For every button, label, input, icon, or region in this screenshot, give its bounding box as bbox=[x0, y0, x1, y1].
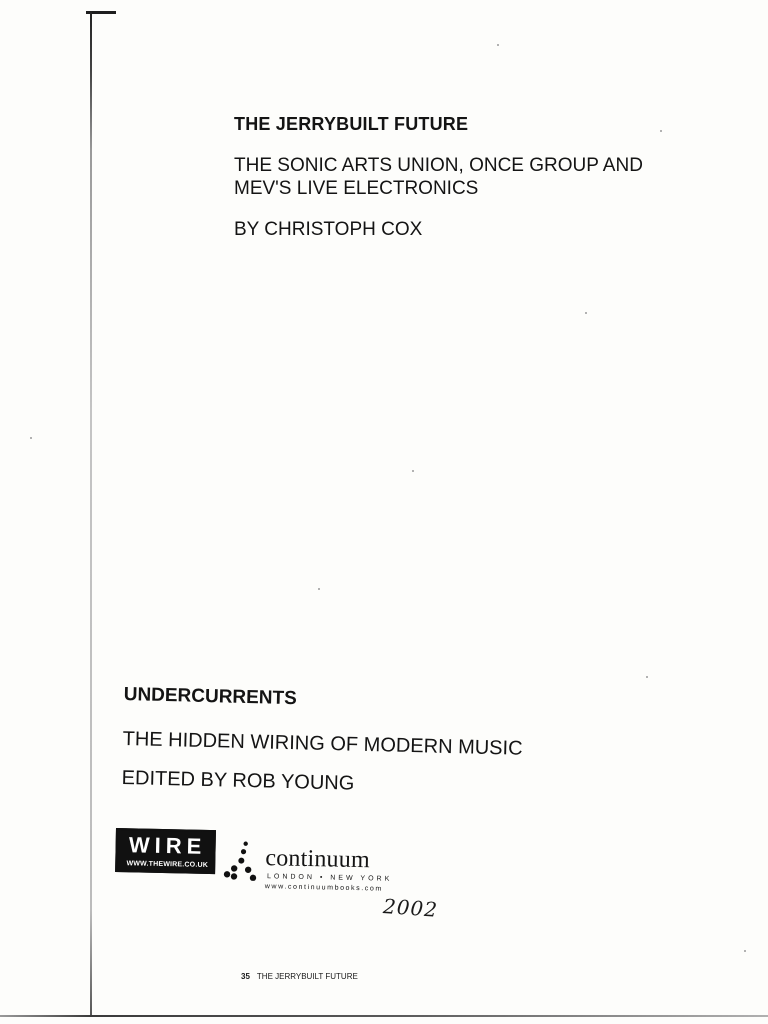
chapter-subtitle-line: THE SONIC ARTS UNION, ONCE GROUP AND bbox=[234, 155, 643, 176]
book-editor: EDITED BY ROB YOUNG bbox=[121, 766, 355, 795]
scan-speck bbox=[318, 588, 320, 590]
wire-logo-name: WIRE bbox=[128, 832, 207, 859]
scan-speck bbox=[585, 312, 587, 314]
chapter-subtitle bbox=[234, 154, 704, 200]
page-bottom-edge bbox=[0, 1015, 768, 1017]
wire-logo-url: WWW.THEWIRE.CO.UK bbox=[126, 860, 209, 869]
scan-speck bbox=[412, 470, 414, 472]
continuum-logo-name: continuum bbox=[265, 845, 371, 874]
scan-speck bbox=[646, 676, 648, 678]
binding-edge-left bbox=[90, 11, 92, 1017]
handwritten-year: 2002 bbox=[382, 894, 439, 922]
continuum-dots-icon bbox=[223, 840, 258, 881]
scan-speck bbox=[497, 44, 499, 46]
continuum-url: www.continuumbooks.com bbox=[264, 883, 383, 893]
book-subtitle: THE HIDDEN WIRING OF MODERN MUSIC bbox=[122, 727, 523, 760]
running-head: THE JERRYBUILT FUTURE bbox=[256, 972, 358, 981]
wire-logo bbox=[115, 828, 216, 874]
scan-speck bbox=[660, 130, 662, 132]
book-info bbox=[121, 684, 583, 801]
book-title: UNDERCURRENTS bbox=[123, 684, 298, 710]
scan-speck bbox=[30, 437, 32, 439]
scan-speck bbox=[744, 950, 746, 952]
page-number: 35 bbox=[241, 972, 250, 981]
chapter-title: THE JERRYBUILT FUTURE bbox=[234, 114, 469, 134]
continuum-cities: LONDON • NEW YORK bbox=[266, 873, 393, 883]
chapter-byline: BY CHRISTOPH COX bbox=[234, 219, 423, 240]
chapter-subtitle-line: MEV'S LIVE ELECTRONICS bbox=[234, 178, 479, 199]
page-footer bbox=[241, 972, 358, 981]
